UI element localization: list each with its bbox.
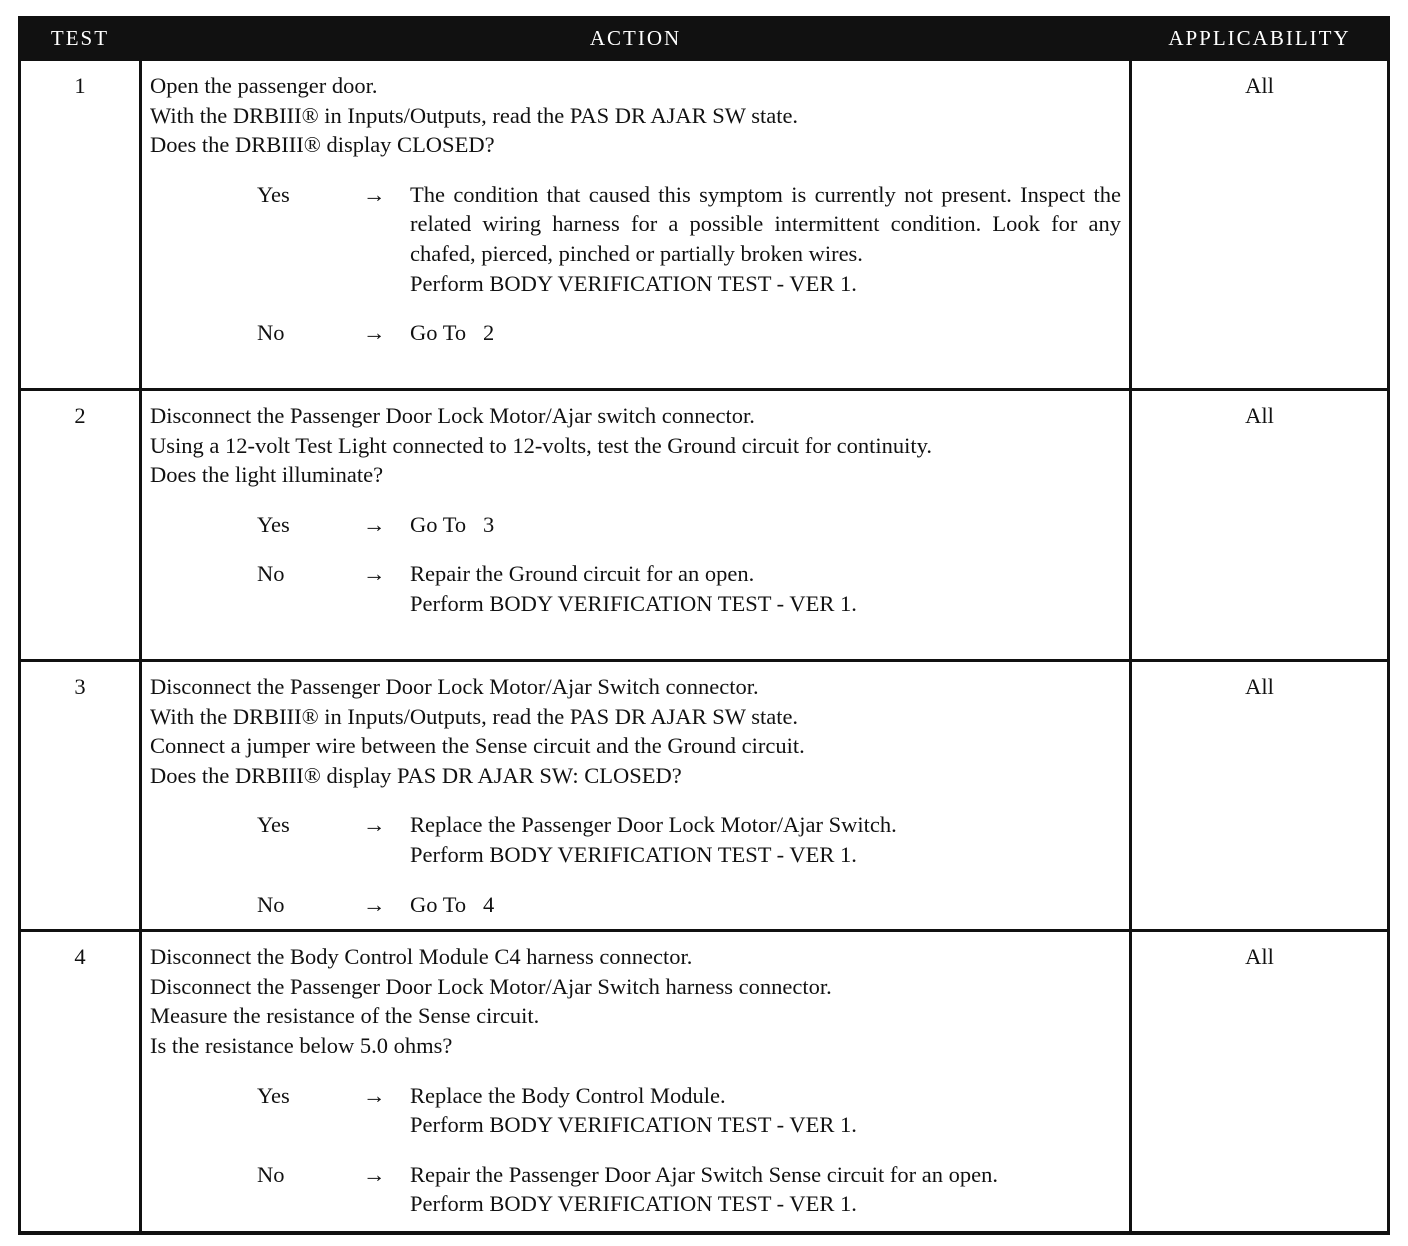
action-line: Measure the resistance of the Sense circuit. — [150, 1003, 540, 1029]
arrow-icon: → — [363, 320, 386, 346]
arrow-icon: → — [363, 812, 386, 838]
yes-response — [410, 180, 1121, 298]
header-action: ACTION — [141, 18, 1131, 60]
no-response — [410, 559, 1121, 618]
action-line: Open the passenger door. — [150, 73, 378, 98]
arrow-icon: → — [363, 891, 386, 917]
action-line: With the DRBIII® in Inputs/Outputs, read the PAS DR AJAR SW state. — [150, 102, 799, 128]
response-line: Perform BODY VERIFICATION TEST - VER 1. — [410, 1191, 857, 1217]
table-row — [20, 661, 1389, 931]
action-cell — [141, 390, 1131, 661]
no-answer — [150, 1160, 1121, 1219]
response-line: Replace the Body Control Module. — [410, 1082, 726, 1108]
no-label: No — [257, 1161, 285, 1187]
yes-answer — [150, 1081, 1121, 1140]
response-line: Perform BODY VERIFICATION TEST - VER 1. — [410, 1112, 857, 1138]
yes-label: Yes — [257, 812, 290, 838]
action-line: Does the light illuminate? — [150, 462, 384, 488]
action-line: With the DRBIII® in Inputs/Outputs, read the PAS DR AJAR SW state. — [150, 703, 799, 729]
arrow-icon: → — [363, 511, 386, 537]
header-applicability: APPLICABILITY — [1131, 18, 1389, 60]
action-cell — [141, 60, 1131, 390]
yes-label: Yes — [257, 511, 290, 537]
response-line: Repair the Passenger Door Ajar Switch Sense circuit for an open. — [410, 1161, 998, 1187]
no-answer — [150, 559, 1121, 618]
yes-answer — [150, 180, 1121, 298]
test-number: 3 — [20, 661, 141, 931]
yes-answer — [150, 810, 1121, 869]
no-response — [410, 318, 1121, 348]
arrow-icon: → — [363, 181, 386, 207]
table-row — [20, 60, 1389, 390]
action-cell — [141, 931, 1131, 1233]
header-row — [20, 18, 1389, 60]
response-line: Go To 3 — [410, 511, 495, 537]
yes-response — [410, 1081, 1121, 1140]
action-line: Does the DRBIII® display PAS DR AJAR SW: CLOSED? — [150, 762, 682, 788]
applicability-value: All — [1131, 390, 1389, 661]
applicability-value: All — [1131, 931, 1389, 1233]
arrow-icon: → — [363, 1082, 386, 1108]
yes-label: Yes — [257, 181, 290, 207]
table-row — [20, 931, 1389, 1233]
action-line: Using a 12-volt Test Light connected to 12-volts, test the Ground circuit for continuity. — [150, 432, 933, 458]
arrow-icon: → — [363, 1161, 386, 1187]
yes-answer — [150, 510, 1121, 540]
action-line: Connect a jumper wire between the Sense circuit and the Ground circuit. — [150, 733, 805, 759]
test-number: 1 — [20, 60, 141, 390]
action-line: Disconnect the Passenger Door Lock Motor/Ajar switch connector. — [150, 403, 755, 428]
no-label: No — [257, 320, 285, 346]
action-line: Does the DRBIII® display CLOSED? — [150, 132, 495, 158]
table-row — [20, 390, 1389, 661]
no-answer — [150, 890, 1121, 920]
yes-response — [410, 510, 1121, 540]
response-line: Replace the Passenger Door Lock Motor/Ajar Switch. — [410, 812, 897, 838]
response-line: The condition that caused this symptom is currently not present. Inspect the related wiring harness for a possible intermittent condition. Look for any chafed, pierced, pinched or partially broken wires. — [410, 181, 1121, 266]
action-line: Disconnect the Passenger Door Lock Motor/Ajar Switch harness connector. — [150, 973, 832, 999]
no-label: No — [257, 891, 285, 917]
response-line: Perform BODY VERIFICATION TEST - VER 1. — [410, 270, 857, 296]
applicability-value: All — [1131, 60, 1389, 390]
no-label: No — [257, 561, 285, 587]
action-line: Disconnect the Body Control Module C4 harness connector. — [150, 944, 693, 970]
action-line: Is the resistance below 5.0 ohms? — [150, 1032, 453, 1058]
no-response — [410, 1160, 1121, 1219]
response-line: Perform BODY VERIFICATION TEST - VER 1. — [410, 841, 857, 867]
arrow-icon: → — [363, 561, 386, 587]
header-test: TEST — [20, 18, 141, 60]
test-number: 2 — [20, 390, 141, 661]
action-cell — [141, 661, 1131, 931]
yes-label: Yes — [257, 1082, 290, 1108]
applicability-value: All — [1131, 661, 1389, 931]
yes-response — [410, 810, 1121, 869]
no-answer — [150, 318, 1121, 348]
no-response — [410, 890, 1121, 920]
response-line: Go To 4 — [410, 891, 495, 917]
test-table — [18, 16, 1390, 1235]
action-line: Disconnect the Passenger Door Lock Motor/Ajar Switch connector. — [150, 674, 759, 699]
response-line: Perform BODY VERIFICATION TEST - VER 1. — [410, 590, 857, 616]
response-line: Go To 2 — [410, 320, 495, 346]
response-line: Repair the Ground circuit for an open. — [410, 561, 755, 587]
diagnostic-test-table — [18, 16, 1387, 1235]
test-number: 4 — [20, 931, 141, 1233]
